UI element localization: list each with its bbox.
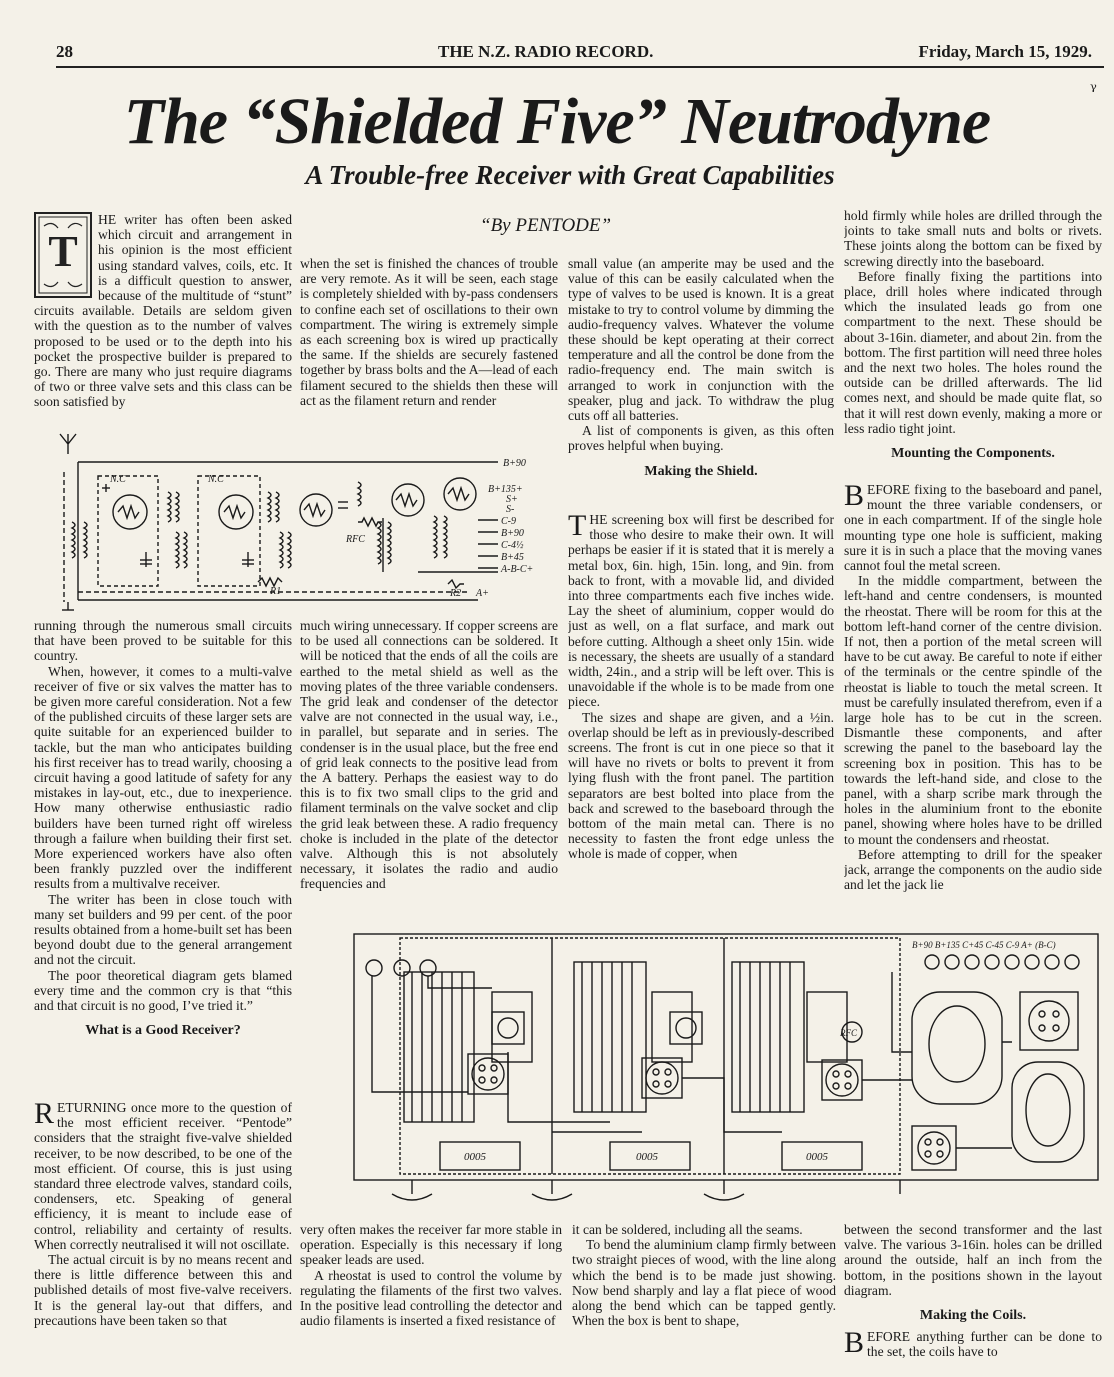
heading-mounting: Mounting the Components. (891, 446, 1055, 462)
col4-middle (844, 482, 1102, 920)
layout-diagram (352, 932, 1100, 1220)
header-rule (56, 66, 1104, 68)
col4-bot-p2: EFORE anything further can be done to the set, the coils have to (867, 1329, 1102, 1360)
fig1-label-c9: C-9 (501, 516, 516, 527)
col1-bot-p1: ETURNING once more to the question of the most efficient receiver. “Pentode” considers that the straight five-valve shielded receiver, to be now described, to be one of the most efficient. Of course, this is just using standard three electrode valves, standard coils, condensers, etc. Speaking of general efficiency, it is meant to include ease of control, reliability and certainty of results. When correctly neutralised it will not oscillate. (34, 1100, 292, 1252)
col1-middle (34, 618, 292, 1066)
col1-bottom (34, 1100, 292, 1362)
col4-mid-p3: Before attempting to drill for the speaker jack, arrange the components on the audio side and let the jack lie (844, 846, 1102, 893)
ornamental-dropcap (34, 212, 92, 298)
margin-mark: ᵞ (1090, 80, 1097, 101)
col4-top-p1: hold firmly while holes are drilled through the joints to take small nuts and bolts or rivets. These joints along the bottom can be fixed by screwing directly into the baseboard. (844, 208, 1102, 269)
fig2-cond1: 0005 (464, 1151, 486, 1163)
byline: “By PENTODE” (480, 215, 612, 236)
fig1-label-r1: R1 (270, 586, 282, 597)
fig2-cond3: 0005 (806, 1151, 828, 1163)
publication-name: THE N.Z. RADIO RECORD. (438, 42, 654, 61)
col1-p1: running through the numerous small circuits that have been proved to be suitable for this country. (34, 618, 292, 664)
heading-making-coils: Making the Coils. (919, 1308, 1027, 1324)
page-header (56, 42, 1104, 66)
issue-date: Friday, March 15, 1929. (918, 42, 1092, 61)
heading-good-receiver: What is a Good Receiver? (85, 1023, 241, 1039)
col3-bot-p1: it can be soldered, including all the seams. (572, 1222, 803, 1237)
col1-bot-p2: The actual circuit is by no means recent and there is little difference between this and published details of most five-valve receivers. It is the general lay-out that differs, and precautions have been taken so that (34, 1252, 292, 1328)
col2-bot-p1: very often makes the receiver far more stable in operation. Especially is this necessary if long speaker leads are used. (300, 1222, 562, 1268)
article-title: The “Shielded Five” Neutrodyne (123, 85, 991, 158)
circuit-diagram (58, 432, 538, 614)
col4-mid-p2: In the middle compartment, between the left-hand and centre condensers, is mounted the rheostat. There will be room for this at the bottom left-hand corner of the centre division. If not, then a portion of the metal screen will have to be cut away. Be careful to note if either of the terminals or the centre spindle of the rheostat is liable to touch the metal screen. It must be carefully insulated therefrom, even if a large hole has to be cut in the screen. Dismantle these components, and after screwing the panel to the baseboard lay the screening box in position. This has to be towards the left-hand side, and close to the panel, with a sharp scribe mark through the holes in the aluminium front to the ebonite panel, showing where holes have to be drilled to mount the condensers and rheostat. (844, 573, 1102, 847)
col3-bot-p2: To bend the aluminium clamp firmly between two straight pieces of wood, with the line along which the bend is to be made just showing. Now bend sharply and lay a flat piece of wood along the bend which can be tapped gently. When the box is bent to shape, (572, 1237, 836, 1329)
dropcap-r: R (34, 1100, 55, 1130)
fig1-label-b45: B+45 (501, 552, 524, 563)
col1-p3: The writer has been in close touch with many set builders and 99 per cent. of the poor results obtained from a home-built set has been beyond doubt due to the general arrangement and not the circuit. (34, 891, 292, 968)
col2-bot-p2: A rheostat is used to control the volume by regulating the filaments of the first two valves. In the positive lead controlling the detector and audio filaments is inserted a fixed resistance of (300, 1267, 562, 1329)
col1-p2: When, however, it comes to a multi-valve receiver of five or six valves the matter has to be given more careful consideration. Not a few of the published circuits of these larger sets are quite suitable for an experienced builder to tackle, but the man who anticipates building his first receiver has to tread warily, choosing a circuit having a good latitude of safety for any mistakes in lay-out, etc., due to inexperience. How many otherwise enthusiastic radio builders have been turned right off wireless through a failure when building their first set. More experienced workers have also often been frankly puzzled over the indifferent results from a multivalve receiver. (34, 663, 292, 892)
fig1-label-b90: B+90 (501, 528, 524, 539)
col2-top-paragraph: when the set is finished the chances of trouble are very remote. As it will be seen, each stage is completely shielded with by-pass condensers to confine each set of oscillations to their own compartment. The wiring is extremely simple as each screening box is wired up practically the same. If the shields are securely fastened together by brass bolts and the A—lead of each filament secured to the shields then these will act as the filament return and render (300, 256, 558, 408)
dropcap-b1: B (844, 482, 865, 512)
antenna-icon (60, 434, 76, 454)
col3-middle (568, 512, 834, 920)
fig2-cond2: 0005 (636, 1151, 658, 1163)
svg-text:T: T (48, 227, 78, 276)
col2-mid-p1: much wiring unnecessary. If copper screens are to be used all connections can be soldered. It will be noticed that the ends of all the coils are earthed to the metal shield as well as the moving plates of the three variable condensers. The grid leak and condenser of the detector valve are not connected in the usual way, i.e., in parallel, but separate and in series. The condenser is in the usual place, but the free end of grid leak connects to the positive lead from the A battery. Perhaps the easiest way to do this is to fix two small clips to the grid and filament terminals on the valve socket and clip the grid leak between these. A radio frequency choke is included in the plate of the detector valve. Although this is not absolutely necessary, it isolates the radio and audio frequencies and (300, 618, 558, 892)
ornament-icon (36, 214, 90, 296)
col2-middle (300, 618, 558, 918)
col3-top-p2: A list of components is given, as this often proves helpful when buying. (568, 423, 834, 454)
fig1-label-c45: C-4½ (501, 540, 524, 551)
heading-making-shield: Making the Shield. (644, 463, 758, 479)
fig1-label-nc1: N.C (110, 474, 126, 485)
fig2-terminal-strip: B+90 B+135 C+45 C-45 C-9 A+ (B-C) (912, 940, 1056, 950)
fig1-label-abc: A-B-C+ (501, 564, 534, 575)
col3-mid-p2: The sizes and shape are given, and a ½in. overlap should be left as in previously-described screens. The front is cut in one piece so that it will have no rivets or bolts to prevent it from lying flush with the front panel. The partition separators are best bolted into place from the back and screwed to the baseboard through the bottom of the main metal can. There is no necessity to fasten the front edge unless the whole is made of copper, when (568, 709, 834, 862)
fig1-label-nc2: N.C (208, 474, 224, 485)
col4-bottom (844, 1222, 1102, 1364)
col3-top-p1: small value (an amperite may be used and the value of this can be easily calculated when the type of valves to be used is known. It is a great mistake to try to control volume by dimming the audio-frequency valves. Whatever the volume these should be kept operating at their correct temperature and all the control be done from the radio-frequency end. The main switch is arranged to work in conjunction with the speaker, plug and jack. To withdraw the plug cuts off all batteries. (568, 256, 834, 424)
col2-bottom (300, 1222, 562, 1364)
dropcap-b2: B (844, 1326, 865, 1360)
dropcap-t: T (568, 512, 587, 542)
col4-bot-p1: between the second transformer and the last valve. The various 3-16in. holes can be drilled around the outside, half an inch from the bottom, in the positions shown in the layout diagram. (844, 1222, 1102, 1298)
fig2-rfc: RFC (840, 1028, 857, 1038)
fig1-label-bplus90: B+90 (503, 458, 526, 469)
col3-bottom (572, 1222, 836, 1364)
col3-mid-p1: HE screening box will first be described for those who desire to make their own. It will perhaps be easier if it is stated that it is merely a metal box, 6in. high, 15in. long, and 9in. from back to front, with a movable lid, and divided into three compartments each five inches wide. Lay the sheet of aluminium, copper would do just as well, on a flat surface, and mark out before cutting. Although a sheet only 15in. wide is necessary, the sheets are usually of a standard width, 24in., and a strip will be left over. This is unavoidable if the whole is to be made from one piece. (568, 512, 834, 710)
col4-top-p2: Before finally fixing the partitions into place, drill holes where indicated through which the insulated leads go from one compartment to the next. These should be about 3-16in. diameter, and about 2in. from the bottom. The first partition will need three holes and the next two holes. The holes round the outside can be drilled afterwards. The lid comes next, and should be made quite flat, so that it will rest down evenly, making a more or less radio tight joint. (844, 268, 1102, 436)
fig1-label-r2: R2 (450, 588, 462, 599)
fig1-label-aplus: A+ (476, 588, 489, 599)
article-subtitle: A Trouble-free Receiver with Great Capabilities (305, 160, 835, 190)
fig1-label-rfc: RFC (346, 534, 365, 545)
col4-top (844, 208, 1102, 478)
fig1-label-bplus135: B+135+ (488, 484, 523, 495)
fig1-label-s-plus: S+ (506, 494, 518, 505)
col3-top (568, 256, 834, 480)
fig1-label-s-minus: S- (506, 504, 515, 515)
col1-p4: The poor theoretical diagram gets blamed every time and the common cry is that “this and that circuit is no good, I’ve tried it.” (34, 967, 292, 1014)
page-number: 28 (56, 42, 73, 61)
intro-paragraph: HE writer has often been asked which circuit and arrangement in his opinion is the most efficient using standard valves, coils, etc. It is a difficult question to answer, because of the multitude of “stunt” circuits available. Details are seldom given with the question as to the number of valves proposed to be used or to the depth into his pocket the prospective builder is prepared to go. There are many who just require diagrams of two or three valve sets and this class can be soon satisfied by (34, 212, 292, 410)
col2-top (300, 256, 558, 424)
col4-mid-p1: EFORE fixing to the baseboard and panel, mount the three variable condensers, or one in each compartment. If of the single hole mounting type one hole is sufficient, making sure it is in such a place that the moving vanes cannot foul the metal screen. (844, 482, 1102, 574)
col1-top (34, 212, 292, 424)
